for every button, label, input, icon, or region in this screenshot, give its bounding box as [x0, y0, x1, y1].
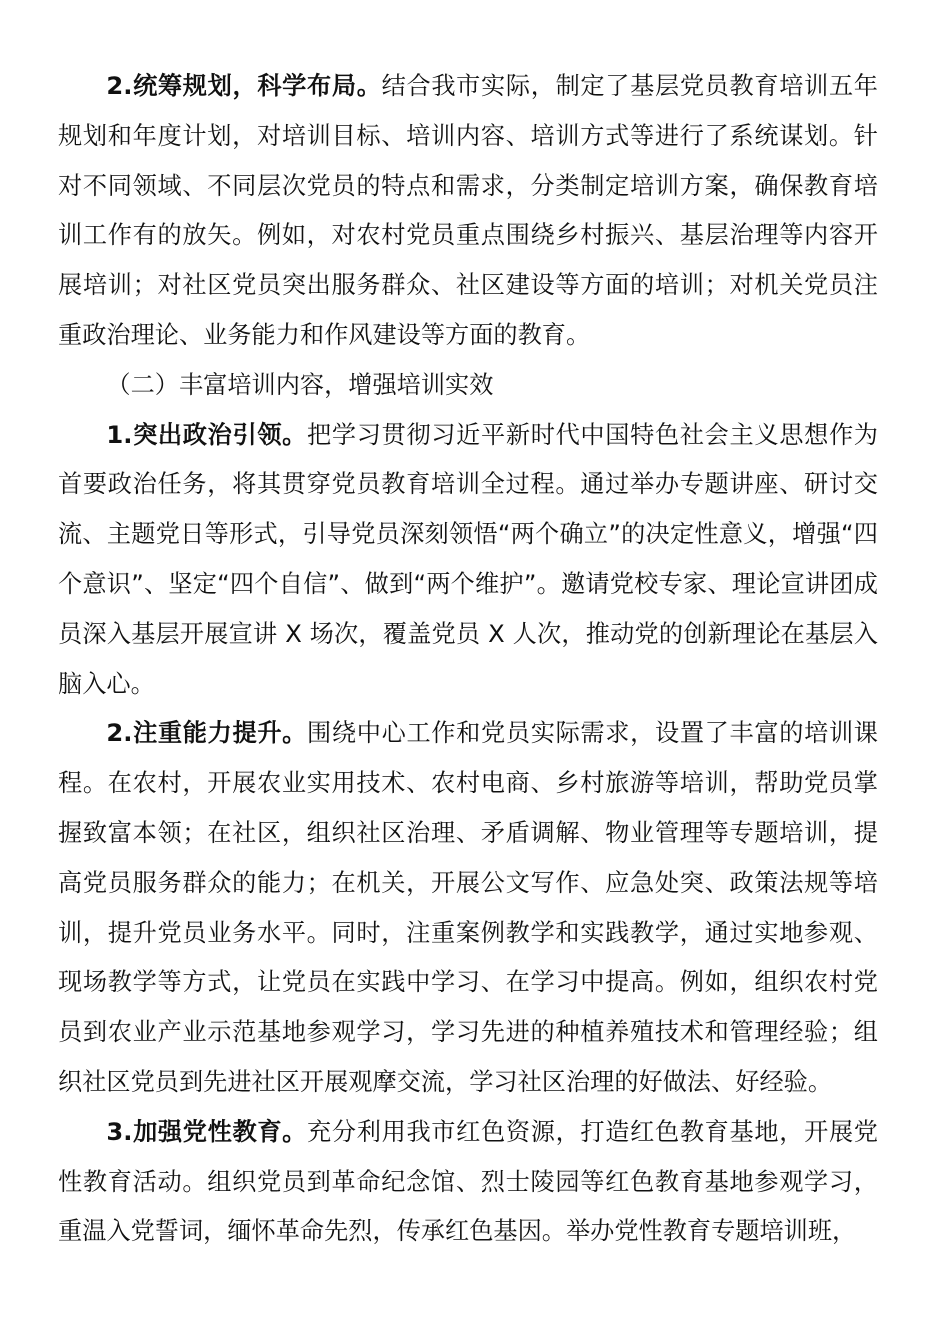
paragraph-body: 围绕中心工作和党员实际需求，设置了丰富的培训课程。在农村，开展农业实用技术、农村电商、乡村旅游等培训，帮助党员掌握致富本领；在社区，组织社区治理、矛盾调解、物业管理等专题培训，提高党员服务群众的能力；在机关，开展公文写作、应急处突、政策法规等培训，提升党员业务水平。同时，注重案例教学和实践教学，通过实地参观、现场教学等方式，让党员在实践中学习、在学习中提高。例如，组织农村党员到农业产业示范基地参观学习，学习先进的种植养殖技术和管理经验；组织社区党员到先进社区开展观摩交流，学习社区治理的好做法、好经验。: [58, 719, 878, 1096]
paragraph-body: 充分利用我市红色资源，打造红色教育基地，开展党性教育活动。组织党员到革命纪念馆、烈士陵园等红色教育基地参观学习，重温入党誓词，缅怀革命先烈，传承红色基因。举办党性教育专题培训班，: [58, 1117, 878, 1246]
paragraph-capability: [58, 709, 878, 1107]
paragraph-body: 结合我市实际，制定了基层党员教育培训五年规划和年度计划，对培训目标、培训内容、培训方式等进行了系统谋划。针对不同领域、不同层次党员的特点和需求，分类制定培训方案，确保教育培训工作有的放矢。例如，对农村党员重点围绕乡村振兴、基层治理等内容开展培训；对社区党员突出服务群众、社区建设等方面的培训；对机关党员注重政治理论、业务能力和作风建设等方面的教育。: [58, 72, 878, 349]
section-heading: （二）丰富培训内容，增强培训实效: [106, 370, 494, 399]
paragraph-political-guidance: [58, 411, 878, 710]
paragraph-lead: 3.加强党性教育。: [106, 1117, 308, 1146]
paragraph-lead: 1.突出政治引领。: [106, 420, 308, 449]
paragraph-lead: 2.统筹规划，科学布局。: [106, 72, 382, 100]
document-page: [58, 62, 878, 1257]
paragraph-party-spirit: [58, 1108, 878, 1257]
paragraph-body: 把学习贯彻习近平新时代中国特色社会主义思想作为首要政治任务，将其贯穿党员教育培训全过程。通过举办专题讲座、研讨交流、主题党日等形式，引导党员深刻领悟“两个确立”的决定性意义，增强“四个意识”、坚定“四个自信”、做到“两个维护”。邀请党校专家、理论宣讲团成员深入基层开展宣讲 X 场次，覆盖党员 X 人次，推动党的创新理论在基层入脑入心。: [58, 420, 878, 698]
paragraph-planning: [58, 62, 878, 361]
paragraph-lead: 2.注重能力提升。: [106, 719, 308, 748]
